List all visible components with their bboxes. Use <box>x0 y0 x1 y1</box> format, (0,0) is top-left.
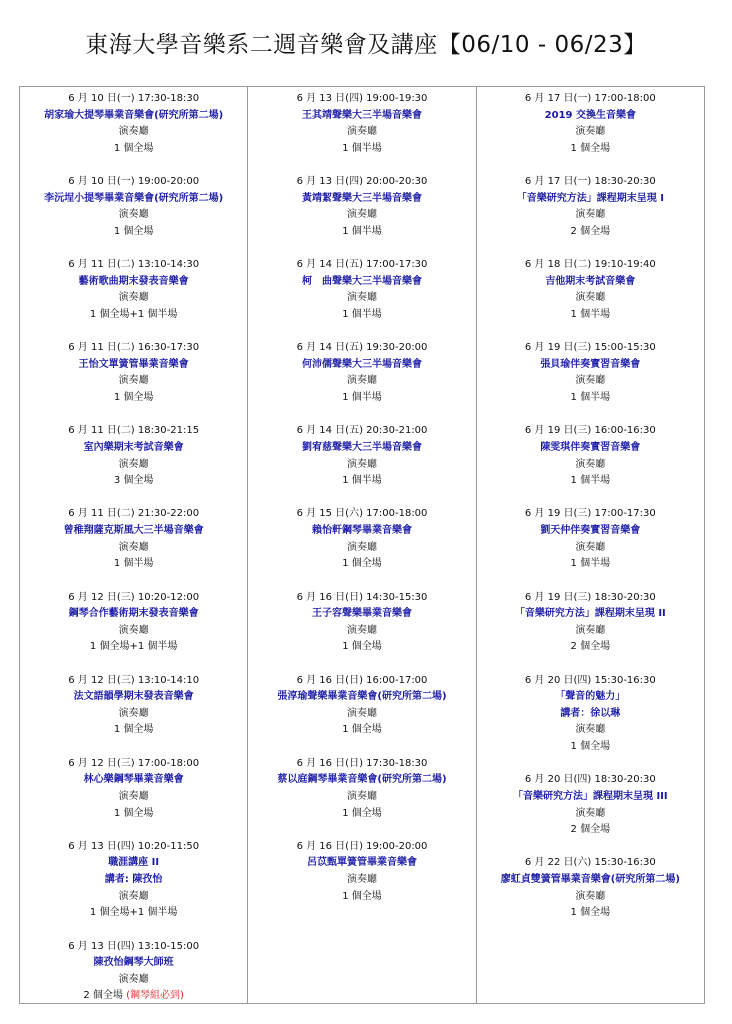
event-venue: 演奏廳 <box>575 624 606 636</box>
event-slot-text: 1 個全場 <box>113 225 154 237</box>
event-slot <box>248 889 475 906</box>
event-slot-text: 1 個半場 <box>342 392 382 404</box>
event-datetime: 6 月 12 日(三) 17:00-18:00 <box>68 757 200 769</box>
event-title: 胡家瑜大提琴畢業音樂會(研究所第二場) <box>44 109 224 121</box>
event-slot-text: 1 個全場 <box>113 724 154 736</box>
event-datetime: 6 月 22 日(六) 15:30-16:30 <box>524 857 656 869</box>
event-title: 陳雯琪伴奏實習音樂會 <box>540 441 641 453</box>
event-datetime: 6 月 16 日(日) 17:30-18:30 <box>296 757 428 769</box>
event-slot <box>477 556 704 573</box>
event-entry <box>248 590 475 673</box>
event-venue: 演奏廳 <box>346 292 377 304</box>
event-venue: 演奏廳 <box>346 624 377 636</box>
event-datetime: 6 月 20 日(四) 15:30-16:30 <box>524 674 656 686</box>
event-slot <box>248 307 475 324</box>
event-title: 呂苡甄單簧管畢業音樂會 <box>306 857 417 869</box>
event-entry <box>477 855 704 938</box>
event-entry <box>20 673 247 756</box>
event-datetime: 6 月 19 日(三) 18:30-20:30 <box>524 591 656 603</box>
event-venue: 演奏廳 <box>575 724 606 736</box>
event-slot-text: 1 個全場+1 個半場 <box>89 308 178 320</box>
event-slot <box>20 905 247 922</box>
event-slot-text: 1 個全場 <box>570 907 611 919</box>
event-entry <box>477 506 704 589</box>
event-datetime: 6 月 13 日(四) 10:20-11:50 <box>68 840 200 852</box>
event-slot-text: 1 個半場 <box>113 558 154 570</box>
event-slot <box>20 722 247 739</box>
event-title: 劉宥慈聲樂大三半場音樂會 <box>301 441 422 453</box>
event-title: 柯 曲聲樂大三半場音樂會 <box>301 275 422 287</box>
event-title: 陳孜怡鋼琴大師班 <box>93 957 174 969</box>
event-slot <box>20 473 247 490</box>
event-datetime: 6 月 11 日(二) 18:30-21:15 <box>68 425 200 437</box>
event-slot <box>248 556 475 573</box>
event-title: 蔡以庭鋼琴畢業音樂會(研究所第二場) <box>277 774 447 786</box>
event-datetime: 6 月 11 日(二) 21:30-22:00 <box>68 508 200 520</box>
event-entry <box>477 590 704 673</box>
event-venue: 演奏廳 <box>575 126 606 138</box>
event-slot-text: 1 個半場 <box>342 308 382 320</box>
event-entry <box>248 839 475 922</box>
event-datetime: 6 月 13 日(四) 13:10-15:00 <box>68 940 200 952</box>
event-venue: 演奏廳 <box>118 624 149 636</box>
event-datetime: 6 月 10 日(一) 17:30-18:30 <box>68 93 200 104</box>
event-entry <box>248 756 475 839</box>
event-datetime: 6 月 17 日(一) 18:30-20:30 <box>524 176 656 188</box>
event-title: 賴怡軒鋼琴畢業音樂會 <box>311 525 412 537</box>
schedule-column-3 <box>476 87 704 1003</box>
event-slot-text: 2 個全場 <box>83 990 123 1002</box>
event-slot <box>20 390 247 407</box>
event-slot-text: 1 個全場 <box>113 807 154 819</box>
event-entry <box>20 91 247 174</box>
event-title: 「音樂研究方法」課程期末呈現 I <box>516 192 664 204</box>
event-venue: 演奏廳 <box>346 458 377 470</box>
event-slot-text: 1 個全場+1 個半場 <box>89 907 178 919</box>
event-slot-text: 1 個半場 <box>570 558 611 570</box>
event-venue: 演奏廳 <box>118 890 149 902</box>
event-slot <box>248 390 475 407</box>
event-slot <box>248 639 475 656</box>
event-venue: 演奏廳 <box>118 126 149 138</box>
event-entry <box>248 506 475 589</box>
event-entry <box>20 839 247 939</box>
event-venue: 演奏廳 <box>346 874 377 886</box>
event-venue: 演奏廳 <box>575 209 606 221</box>
event-entry <box>477 423 704 506</box>
event-title: 「音樂研究方法」課程期末呈現 III <box>512 790 668 802</box>
event-slot <box>477 141 704 158</box>
event-entry <box>477 257 704 340</box>
event-slot-text: 1 個全場 <box>113 392 154 404</box>
event-datetime: 6 月 19 日(三) 16:00-16:30 <box>524 425 656 437</box>
event-datetime: 6 月 12 日(三) 13:10-14:10 <box>68 674 200 686</box>
event-entry <box>20 340 247 423</box>
event-slot <box>20 988 247 1003</box>
page-title: 東海大學音樂系二週音樂會及講座【06/10 - 06/23】 <box>85 32 647 58</box>
event-title: 劉天仲伴奏實習音樂會 <box>540 525 641 537</box>
event-entry <box>20 423 247 506</box>
event-datetime: 6 月 14 日(五) 17:00-17:30 <box>296 259 428 271</box>
event-entry <box>477 340 704 423</box>
event-slot-text: 2 個全場 <box>570 641 611 653</box>
event-title: 王怡文單簧管畢業音樂會 <box>78 358 189 370</box>
event-entry <box>248 257 475 340</box>
event-venue: 演奏廳 <box>575 890 606 902</box>
event-slot-text: 2 個全場 <box>570 225 611 237</box>
event-slot-text: 1 個全場 <box>342 641 382 653</box>
event-slot-text: 1 個半場 <box>342 475 382 487</box>
event-entry <box>248 91 475 174</box>
event-title: 吉他期末考試音樂會 <box>545 275 636 287</box>
event-venue: 演奏廳 <box>346 375 377 387</box>
event-venue: 演奏廳 <box>346 209 377 221</box>
event-note: (鋼琴組必到) <box>126 990 184 1002</box>
event-entry <box>248 340 475 423</box>
event-title: 2019 交換生音樂會 <box>544 109 636 121</box>
event-title: 法文語韻學期末發表音樂會 <box>73 691 194 703</box>
event-slot-text: 1 個全場 <box>342 890 382 902</box>
event-venue: 演奏廳 <box>346 541 377 553</box>
event-title: 室內樂期末考試音樂會 <box>83 441 184 453</box>
event-datetime: 6 月 10 日(一) 19:00-20:00 <box>68 176 200 188</box>
event-entry <box>477 91 704 174</box>
event-title: 廖虹貞雙簧管畢業音樂會(研究所第二場) <box>500 874 680 886</box>
event-venue: 演奏廳 <box>118 541 149 553</box>
event-venue: 演奏廳 <box>118 707 149 719</box>
event-entry <box>248 673 475 756</box>
event-venue: 演奏廳 <box>575 458 606 470</box>
event-datetime: 6 月 14 日(五) 20:30-21:00 <box>296 425 428 437</box>
event-title: 藝術歌曲期末發表音樂會 <box>78 275 189 287</box>
event-slot <box>477 390 704 407</box>
event-entry <box>20 756 247 839</box>
event-venue: 演奏廳 <box>346 790 377 802</box>
event-title: 王子容聲樂畢業音樂會 <box>311 608 412 620</box>
event-entry <box>248 174 475 257</box>
event-slot <box>20 556 247 573</box>
event-slot-text: 1 個全場 <box>570 741 611 753</box>
event-slot-text: 1 個全場 <box>342 558 382 570</box>
event-venue: 演奏廳 <box>118 973 149 985</box>
event-venue: 演奏廳 <box>346 126 377 138</box>
event-slot <box>477 905 704 922</box>
event-entry <box>477 772 704 855</box>
event-slot-text: 1 個半場 <box>570 308 611 320</box>
event-title: 張淳瑜聲樂畢業音樂會(研究所第二場) <box>277 691 447 703</box>
event-slot <box>20 307 247 324</box>
event-entry <box>20 257 247 340</box>
event-entry <box>248 423 475 506</box>
event-datetime: 6 月 16 日(日) 14:30-15:30 <box>296 591 428 603</box>
event-slot <box>248 141 475 158</box>
event-venue: 演奏廳 <box>575 375 606 387</box>
event-venue: 演奏廳 <box>118 790 149 802</box>
event-speaker: 講者: 陳孜怡 <box>104 874 163 886</box>
event-entry <box>20 590 247 673</box>
event-datetime: 6 月 14 日(五) 19:30-20:00 <box>296 342 428 354</box>
event-venue: 演奏廳 <box>575 807 606 819</box>
event-entry <box>20 506 247 589</box>
event-title: 鋼琴合作藝術期末發表音樂會 <box>68 608 199 620</box>
event-slot-text: 1 個全場 <box>342 724 382 736</box>
event-slot-text: 2 個全場 <box>570 824 611 836</box>
event-title: 黃靖絜聲樂大三半場音樂會 <box>301 192 422 204</box>
event-slot <box>477 822 704 839</box>
event-entry <box>20 939 247 1003</box>
event-title: 「音樂研究方法」課程期末呈現 II <box>514 608 666 620</box>
event-venue: 演奏廳 <box>118 209 149 221</box>
event-slot <box>248 473 475 490</box>
event-venue: 演奏廳 <box>346 707 377 719</box>
schedule-column-2 <box>247 87 475 1003</box>
event-slot <box>20 141 247 158</box>
event-datetime: 6 月 13 日(四) 19:00-19:30 <box>296 93 428 104</box>
event-datetime: 6 月 18 日(二) 19:10-19:40 <box>524 259 656 271</box>
event-slot-text: 1 個半場 <box>342 142 382 154</box>
event-venue: 演奏廳 <box>118 375 149 387</box>
event-title: 職涯講座 II <box>108 857 160 869</box>
event-datetime: 6 月 20 日(四) 18:30-20:30 <box>524 774 656 786</box>
event-datetime: 6 月 17 日(一) 17:00-18:00 <box>524 93 656 104</box>
event-slot <box>477 739 704 756</box>
event-slot-text: 1 個半場 <box>570 475 611 487</box>
event-datetime: 6 月 15 日(六) 17:00-18:00 <box>296 508 428 520</box>
event-slot-text: 1 個全場 <box>342 807 382 819</box>
event-title: 何沛儒聲樂大三半場音樂會 <box>301 358 422 370</box>
event-slot <box>477 224 704 241</box>
event-slot <box>248 722 475 739</box>
event-slot <box>248 224 475 241</box>
event-slot <box>477 473 704 490</box>
event-slot-text: 1 個半場 <box>342 225 382 237</box>
event-entry <box>477 174 704 257</box>
event-venue: 演奏廳 <box>118 458 149 470</box>
event-datetime: 6 月 16 日(日) 19:00-20:00 <box>296 840 428 852</box>
event-title: 「聲音的魅力」 <box>555 691 626 703</box>
event-slot <box>477 639 704 656</box>
event-datetime: 6 月 16 日(日) 16:00-17:00 <box>296 674 428 686</box>
event-slot-text: 1 個全場 <box>113 142 154 154</box>
event-entry <box>477 673 704 773</box>
event-venue: 演奏廳 <box>118 292 149 304</box>
event-title: 李沅埕小提琴畢業音樂會(研究所第二場) <box>44 192 224 204</box>
event-slot-text: 1 個全場+1 個半場 <box>89 641 178 653</box>
event-speaker: 講者：徐以琳 <box>560 707 621 719</box>
schedule-column-1 <box>20 87 247 1003</box>
event-slot-text: 3 個全場 <box>113 475 154 487</box>
event-title: 曾稚翔薩克斯風大三半場音樂會 <box>63 525 204 537</box>
event-datetime: 6 月 11 日(二) 13:10-14:30 <box>68 259 200 271</box>
event-slot <box>20 224 247 241</box>
event-datetime: 6 月 19 日(三) 17:00-17:30 <box>524 508 656 520</box>
event-datetime: 6 月 19 日(三) 15:00-15:30 <box>524 342 656 354</box>
event-slot <box>20 639 247 656</box>
event-title: 林心樂鋼琴畢業音樂會 <box>83 774 184 786</box>
event-venue: 演奏廳 <box>575 292 606 304</box>
event-venue: 演奏廳 <box>575 541 606 553</box>
event-slot-text: 1 個半場 <box>570 392 611 404</box>
event-title: 張貝瑜伴奏實習音樂會 <box>540 358 641 370</box>
event-datetime: 6 月 13 日(四) 20:00-20:30 <box>296 176 428 188</box>
event-slot <box>20 806 247 823</box>
schedule-table <box>19 86 705 1004</box>
event-slot <box>477 307 704 324</box>
event-entry <box>20 174 247 257</box>
event-datetime: 6 月 12 日(三) 10:20-12:00 <box>68 591 200 603</box>
event-slot <box>248 806 475 823</box>
event-slot-text: 1 個全場 <box>570 142 611 154</box>
event-title: 王其靖聲樂大三半場音樂會 <box>301 109 422 121</box>
event-datetime: 6 月 11 日(二) 16:30-17:30 <box>68 342 200 354</box>
